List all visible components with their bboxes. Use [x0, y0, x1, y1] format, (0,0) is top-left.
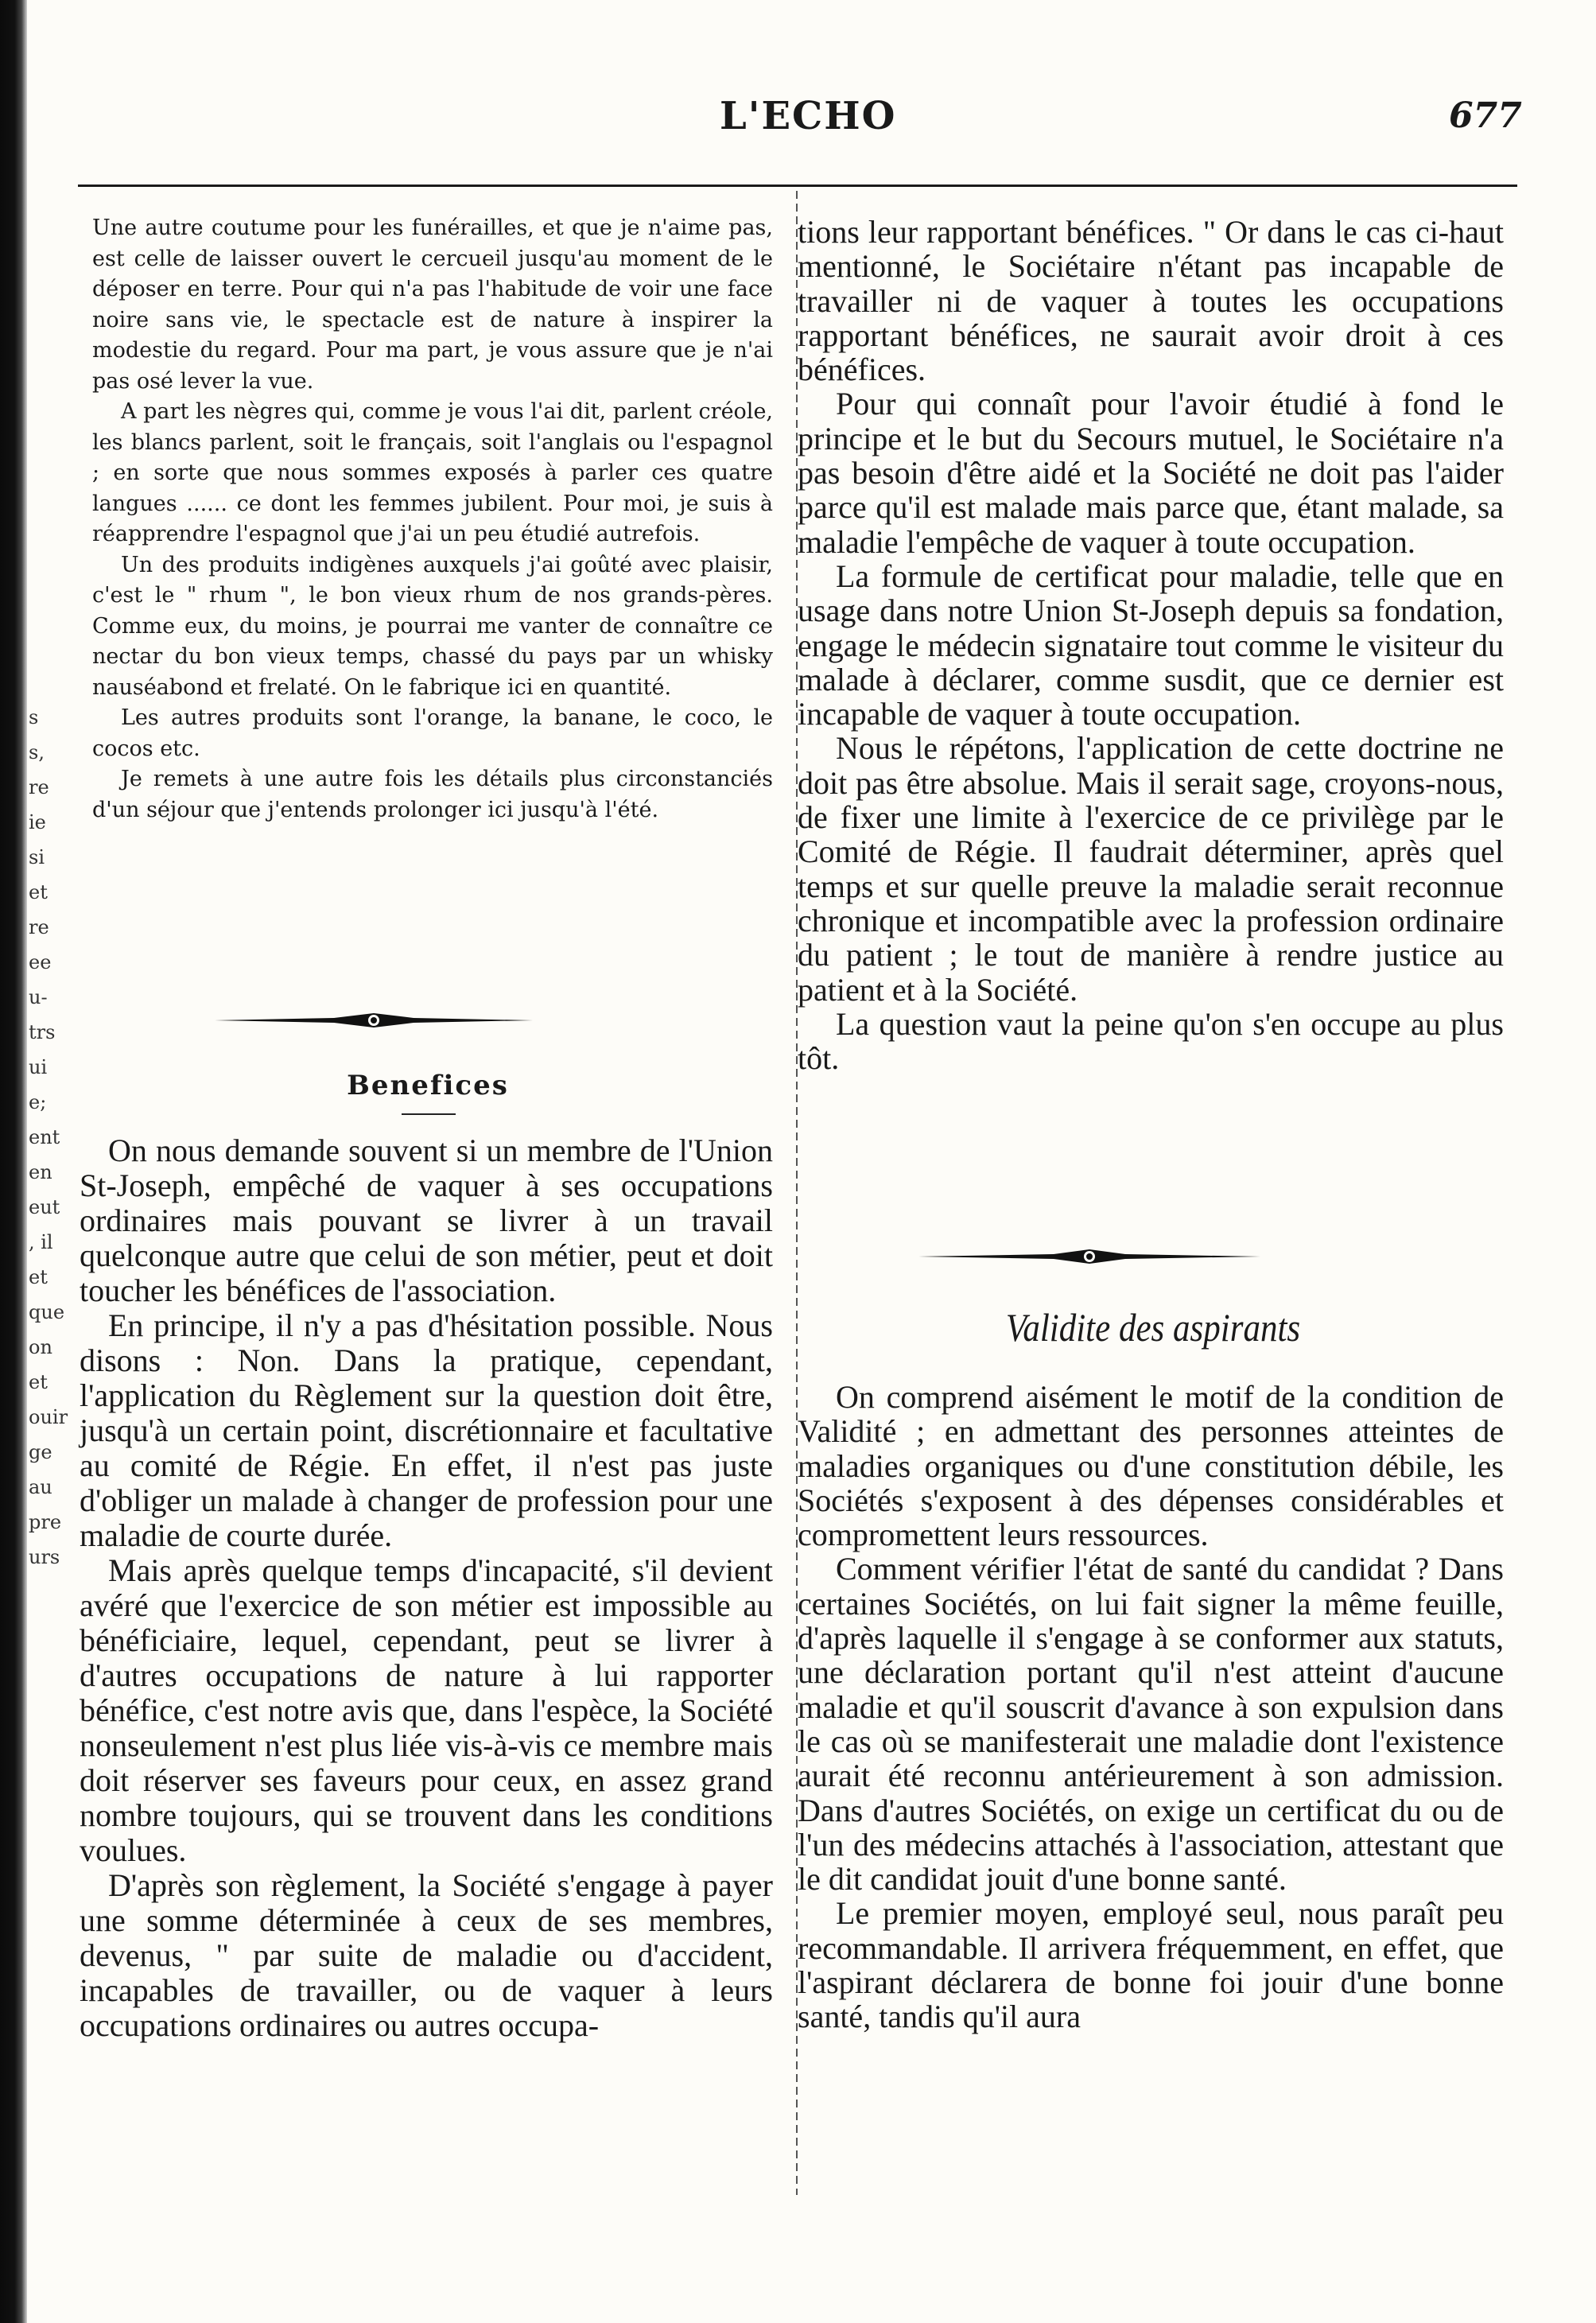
- journal-title: L'ECHO: [720, 94, 897, 138]
- title-underline: [402, 1113, 456, 1115]
- section-title-validite: Validite des aspirants: [1005, 1305, 1301, 1350]
- fragment: au: [29, 1476, 52, 1498]
- paragraph: On nous demande souvent si un membre de l'Union St-Joseph, empêché de vaquer à ses occupations ordinaires mais pouvant se livrer à un travail quelconque autre que celui de son métier, peut et doit toucher les bénéfices de l'association.: [80, 1132, 773, 1308]
- paragraph: Je remets à une autre fois les détails plus circonstanciés d'un séjour que j'entends prolonger ici jusqu'à l'été.: [92, 767, 773, 822]
- fragment: re: [29, 776, 49, 798]
- ornamental-divider: [918, 1245, 1260, 1268]
- fragment: urs: [29, 1546, 60, 1568]
- header-rule: [78, 185, 1517, 187]
- fragment: ent: [29, 1126, 60, 1148]
- paragraph: Un des produits indigènes auxquels j'ai goûté avec plaisir, c'est le " rhum ", le bon vieux rhum de nos grands-pères. Comme eux, du moins, je pourrai me vanter de connaître ce nectar du bon vieux temps, chassé du pays par un whisky nauséabond et frelaté. On le fabrique ici en quantité.: [92, 552, 773, 700]
- paragraph: En principe, il n'y a pas d'hésitation possible. Nous disons : Non. Dans la pratique, cependant, l'application du Règlement sur la question doit être, jusqu'à un certain point, discrétionnaire et facultative au comité de Régie. En effet, il n'est pas juste d'obliger un malade à changer de profession pour une maladie de courte durée.: [80, 1307, 773, 1553]
- fragment: s: [29, 706, 39, 728]
- fragment: u-: [29, 986, 48, 1008]
- travel-letter-continuation: [92, 213, 773, 825]
- running-head: [0, 94, 1596, 142]
- paragraph: La formule de certificat pour maladie, telle que en usage dans notre Union St-Joseph depuis sa fondation, engage le médecin signataire tout comme le visiteur du malade à déclarer, comme susdit, que ce dernier est incapable de vaquer à toute occupation.: [798, 557, 1504, 732]
- previous-page-fragments: [29, 700, 68, 1575]
- benefices-article: [80, 1133, 773, 2043]
- fragment: eut: [29, 1196, 60, 1218]
- fragment: s,: [29, 741, 45, 763]
- paragraph: A part les nègres qui, comme je vous l'ai dit, parlent créole, les blancs parlent, soit le français, soit l'anglais ou l'espagnol ; en sorte que nous sommes exposés à parler ces quatre langues ...... ce dont les femmes jubilent. Pour moi, je suis à réapprendre l'espagnol que j'ai un peu étudié autrefois.: [92, 399, 773, 546]
- paragraph: tions leur rapportant bénéfices. " Or dans le cas ci-haut mentionné, le Sociétaire n'étant pas incapable de travailler ni de vaquer à toutes les occupations rapportant bénéfices, ne saurait avoir droit à ces bénéfices.: [798, 214, 1504, 388]
- fragment: e;: [29, 1091, 47, 1113]
- fragment: que: [29, 1301, 65, 1323]
- paragraph: Pour qui connaît pour l'avoir étudié à fond le principe et le but du Secours mutuel, le Sociétaire n'a pas besoin d'être aidé et la Société ne doit pas l'aider parce qu'il est malade mais parce que, étant malade, sa maladie l'empêche de vaquer à toute occupation.: [798, 386, 1504, 560]
- paragraph: Le premier moyen, employé seul, nous paraît peu recommandable. Il arrivera fréquemment, en effet, que l'aspirant déclarera de bonne foi jouir d'une bonne santé, tandis qu'il aura: [798, 1895, 1504, 2035]
- fragment: ie: [29, 811, 46, 833]
- fragment: et: [29, 1266, 48, 1288]
- section-title-benefices: Benefices: [347, 1070, 509, 1101]
- paragraph: Mais après quelque temps d'incapacité, s'il devient avéré que l'exercice de son métier est impossible au bénéficiaire, lequel, cependant, peut se livrer à d'autres occupations de nature à lui rapporter bénéfice, c'est notre avis que, dans l'espèce, la Société nonseulement n'est plus liée vis-à-vis ce membre mais doit réserver ses faveurs pour ceux, en assez grand nombre toujours, qui se trouvent dans les conditions voulues.: [80, 1552, 773, 1868]
- paragraph: La question vaut la peine qu'on s'en occupe au plus tôt.: [798, 1005, 1504, 1077]
- fragment: ee: [29, 951, 52, 973]
- fragment: ge: [29, 1441, 52, 1463]
- fragment: si: [29, 846, 45, 868]
- benefices-article-continuation: [798, 215, 1504, 1075]
- paragraph: Une autre coutume pour les funérailles, et que je n'aime pas, est celle de laisser ouvert le cercueil jusqu'au moment de le déposer en terre. Pour qui n'a pas l'habitude de voir une face noire sans vie, le spectacle est de nature à inspirer la modestie du regard. Pour ma part, je vous assure que je n'ai pas osé lever la vue.: [92, 216, 773, 394]
- validite-article: [798, 1380, 1504, 2034]
- fragment: pre: [29, 1511, 62, 1533]
- ornamental-divider: [215, 1008, 533, 1032]
- fragment: et: [29, 1371, 48, 1393]
- paragraph: Nous le répétons, l'application de cette doctrine ne doit pas être absolue. Mais il serait sage, croyons-nous, de fixer une limite à l'exercice de ce privilège par le Comité de Régie. Il faudrait déterminer, après quel temps et sur quelle preuve la maladie serait reconnue chronique et incompatible avec la profession ordinaire du patient ; le tout de manière à rendre justice au patient et à la Société.: [798, 730, 1504, 1008]
- paragraph: Les autres produits sont l'orange, la banane, le coco, le cocos etc.: [92, 705, 773, 761]
- fragment: en: [29, 1161, 52, 1183]
- fragment: ui: [29, 1056, 48, 1078]
- paragraph: Comment vérifier l'état de santé du candidat ? Dans certaines Sociétés, on lui fait signer la même feuille, d'après laquelle il s'engage à se conformer aux statuts, une déclaration portant qu'il n'est atteint d'aucune maladie et qu'il souscrit d'avance à son expulsion dans le cas où se manifesterait une maladie dont l'existence aurait été reconnu antérieurement à son admission. Dans d'autres Sociétés, on exige un certificat du ou de l'un des médecins attachés à l'association, attestant que le dit candidat jouit d'une bonne santé.: [798, 1551, 1504, 1898]
- page-number: 677: [1449, 95, 1522, 136]
- fragment: trs: [29, 1021, 56, 1043]
- fragment: et: [29, 881, 48, 903]
- paragraph: On comprend aisément le motif de la condition de Validité ; en admettant des personnes atteintes de maladies organiques ou d'une constitution débile, les Sociétés s'exposent à des dépenses considérables et compromettent leurs ressources.: [798, 1379, 1504, 1553]
- fragment: , il: [29, 1231, 53, 1253]
- fragment: on: [29, 1336, 52, 1358]
- fragment: re: [29, 916, 49, 938]
- binding-edge: [0, 0, 27, 2323]
- paragraph: D'après son règlement, la Société s'engage à payer une somme déterminée à ceux de ses membres, devenus, " par suite de maladie ou d'accident, incapables de travailler, ou de vaquer à leurs occupations ordinaires ou autres occupa-: [80, 1867, 773, 2043]
- fragment: ouir: [29, 1406, 68, 1428]
